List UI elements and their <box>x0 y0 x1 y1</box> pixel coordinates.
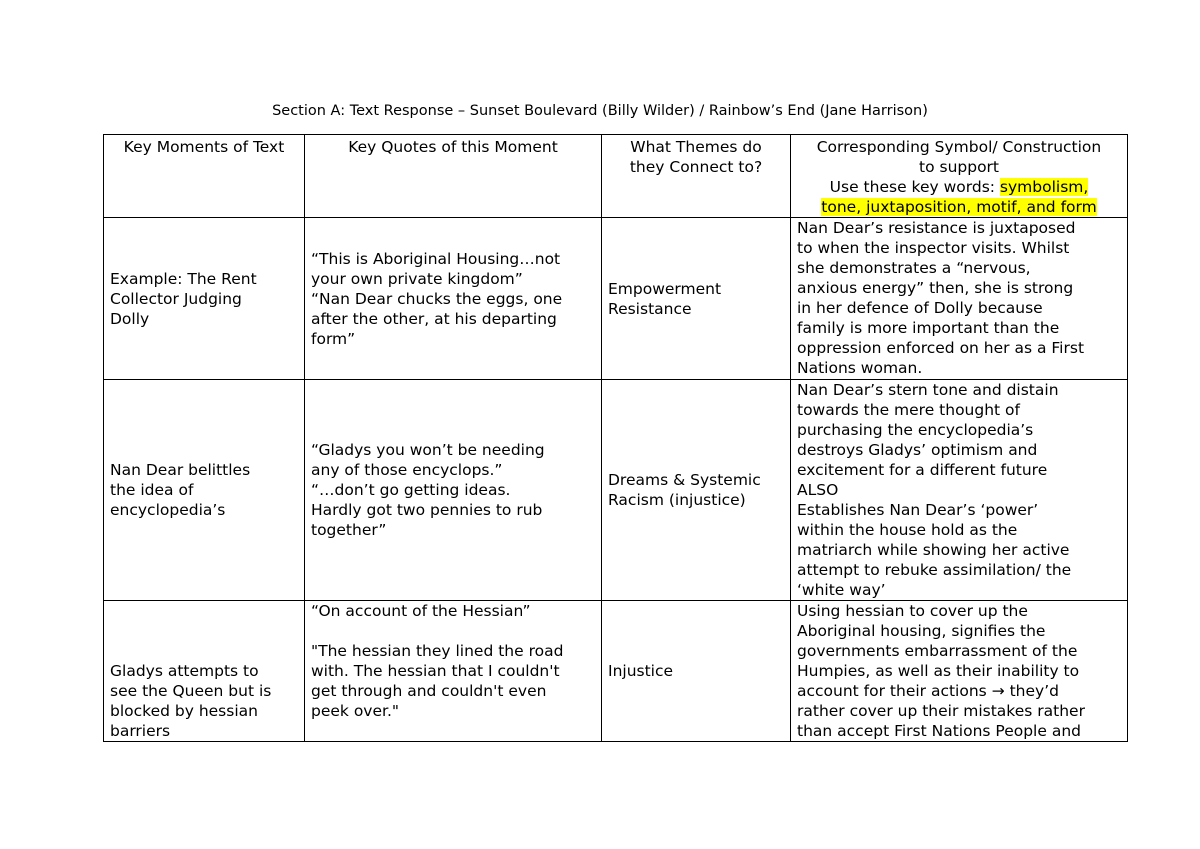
key-moment-cell: Example: The Rent Collector Judging Dolly <box>104 218 305 380</box>
key-quote-cell: “On account of the Hessian” "The hessian they lined the road with. The hessian that I couldn't get through and couldn't even peek over." <box>305 601 602 742</box>
key-quote-cell: “This is Aboriginal Housing…not your own private kingdom” “Nan Dear chucks the eggs, one after the other, at his departing form” <box>305 218 602 380</box>
analysis-cell: Using hessian to cover up the Aboriginal housing, signifies the governments embarrassment of the Humpies, as well as their inability to account for their actions → they’d rather cover up their mistakes rather than accept First Nations People and <box>791 601 1128 742</box>
highlighted-keywords: tone, juxtaposition, motif, and form <box>821 198 1097 216</box>
analysis-cell: Nan Dear’s resistance is juxtaposed to when the inspector visits. Whilst she demonstrates a “nervous, anxious energy” then, she is strong in her defence of Dolly because family is more important than the oppression enforced on her as a First Nations woman. <box>791 218 1128 380</box>
table-row <box>104 601 1128 742</box>
themes-cell: Injustice <box>602 601 791 742</box>
key-moments-table <box>103 134 1128 742</box>
page-title: Section A: Text Response – Sunset Boulevard (Billy Wilder) / Rainbow’s End (Jane Harrison) <box>272 103 928 119</box>
key-quote-cell: “Gladys you won’t be needing any of those encyclops.” “…don’t go getting ideas. Hardly got two pennies to rub together” <box>305 380 602 601</box>
analysis-cell: Nan Dear’s stern tone and distain towards the mere thought of purchasing the encyclopedia’s destroys Gladys’ optimism and excitement for a different future ALSO Establishes Nan Dear’s ‘power’ within the house hold as the matriarch while showing her active attempt to rebuke assimilation/ the ‘white way’ <box>791 380 1128 601</box>
header-key-quotes: Key Quotes of this Moment <box>305 135 602 218</box>
key-moment-cell: Gladys attempts to see the Queen but is blocked by hessian barriers <box>104 601 305 742</box>
header-symbol-construction: Corresponding Symbol/ Construction to support Use these key words: symbolism, tone, juxtaposition, motif, and form <box>791 135 1128 218</box>
table-row <box>104 380 1128 601</box>
highlighted-keywords: symbolism, <box>999 178 1089 196</box>
table-header-row <box>104 135 1128 218</box>
header-themes: What Themes do they Connect to? <box>602 135 791 218</box>
themes-cell: Empowerment Resistance <box>602 218 791 380</box>
themes-cell: Dreams & Systemic Racism (injustice) <box>602 380 791 601</box>
keywords-prompt-line: Use these key words: symbolism, <box>829 178 1089 196</box>
header-key-moments: Key Moments of Text <box>104 135 305 218</box>
key-moment-cell: Nan Dear belittles the idea of encyclopedia’s <box>104 380 305 601</box>
table-row <box>104 218 1128 380</box>
